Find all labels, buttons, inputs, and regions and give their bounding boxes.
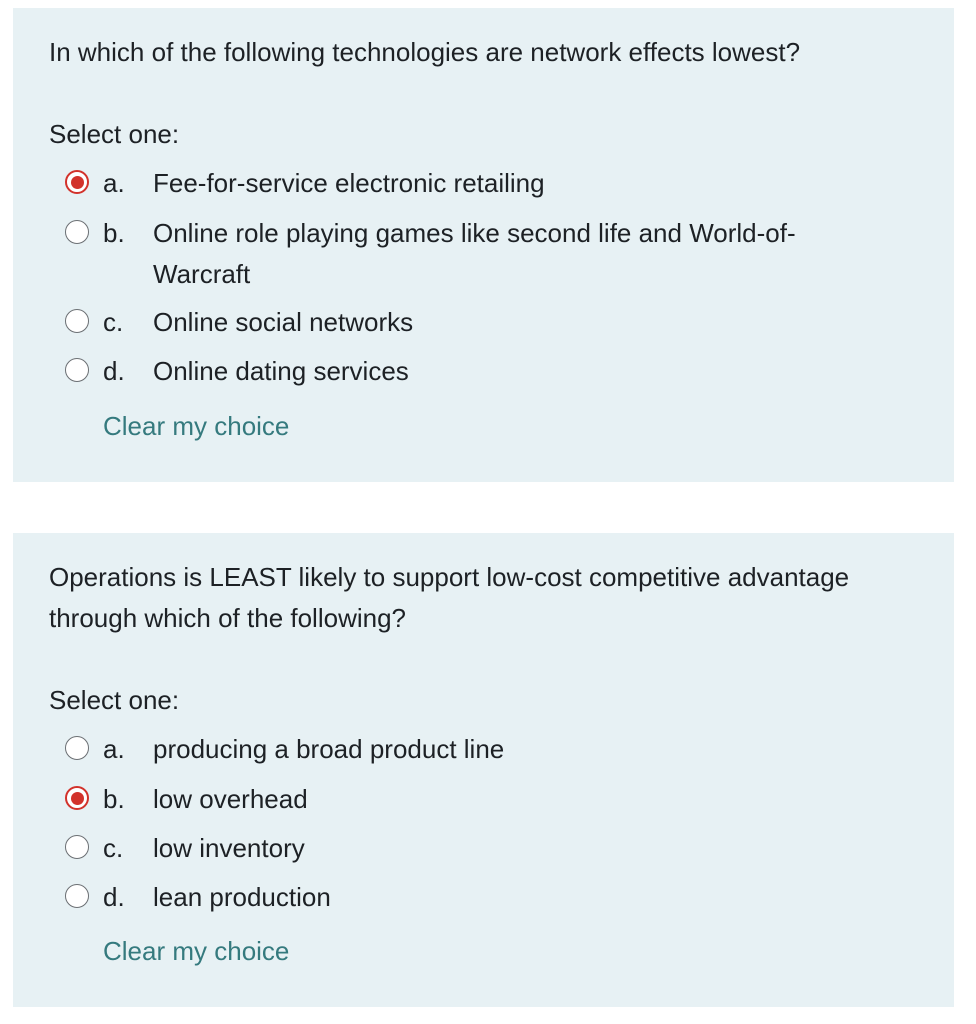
option-label[interactable]: Online social networks <box>153 307 414 337</box>
radio-button-icon[interactable] <box>65 309 89 333</box>
radio-button-icon[interactable] <box>65 220 89 244</box>
option-letter: b. <box>103 784 125 814</box>
option-label[interactable]: Online role playing games like second life and World-of-Warcraft <box>153 218 796 289</box>
option-letter: d. <box>103 882 125 912</box>
select-one-label: Select one: <box>49 685 180 715</box>
question-card-2 <box>13 533 954 1007</box>
option-letter: a. <box>103 168 125 198</box>
radio-button-icon[interactable] <box>65 736 89 760</box>
radio-button-icon[interactable] <box>65 884 89 908</box>
option-label[interactable]: lean production <box>153 882 331 912</box>
option-label[interactable]: producing a broad product line <box>153 734 505 764</box>
option-letter: d. <box>103 356 125 386</box>
radio-button-icon[interactable] <box>65 835 89 859</box>
option-label[interactable]: Online dating services <box>153 356 409 386</box>
question-text: Operations is LEAST likely to support low-cost competitive advantage through which of the following? <box>49 562 850 633</box>
radio-button-checked-icon[interactable] <box>65 170 89 194</box>
option-letter: a. <box>103 734 125 764</box>
clear-my-choice-link[interactable]: Clear my choice <box>103 411 290 441</box>
option-label[interactable]: Fee-for-service electronic retailing <box>153 168 545 198</box>
option-label[interactable]: low inventory <box>153 833 305 863</box>
question-text: In which of the following technologies are network effects lowest? <box>49 37 801 67</box>
clear-my-choice-link[interactable]: Clear my choice <box>103 936 290 966</box>
option-letter: b. <box>103 218 125 248</box>
option-letter: c. <box>103 833 124 863</box>
radio-button-checked-icon[interactable] <box>65 786 89 810</box>
question-card-1 <box>13 8 954 482</box>
option-label[interactable]: low overhead <box>153 784 308 814</box>
radio-button-icon[interactable] <box>65 358 89 382</box>
select-one-label: Select one: <box>49 119 180 149</box>
option-letter: c. <box>103 307 124 337</box>
